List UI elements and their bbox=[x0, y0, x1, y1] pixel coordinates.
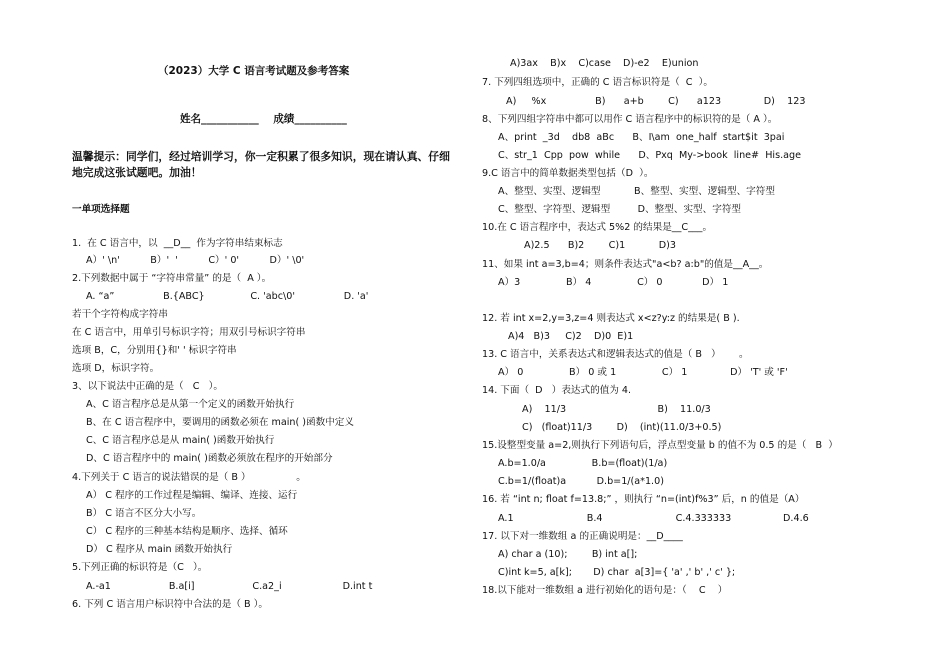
option-line: D） C 程序从 main 函数开始执行 bbox=[86, 544, 233, 555]
option-line: A）3 B） 4 C） 0 D） 1 bbox=[498, 277, 729, 288]
option-line: A、整型、实型、逻辑型 B、整型、实型、逻辑型、字符型 bbox=[498, 186, 775, 197]
option-line: A） C 程序的工作过程是编辑、编译、连接、运行 bbox=[86, 490, 298, 501]
option-line: C、整型、字符型、逻辑型 D、整型、实型、字符型 bbox=[498, 204, 742, 215]
note-line: 在 C 语言中，用单引号标识字符；用双引号标识字符串 bbox=[72, 327, 306, 338]
question-line: 14. 下面（ D ）表达式的值为 4. bbox=[482, 385, 632, 396]
option-line: B） C 语言不区分大小写。 bbox=[86, 508, 202, 519]
question-line: 5.下列正确的标识符是（C ）。 bbox=[72, 562, 208, 573]
question-line: 11、如果 int a=3,b=4；则条件表达式"a<b? a:b"的值是__A__。 bbox=[482, 259, 769, 270]
option-line: A)4 B)3 C)2 D)0 E)1 bbox=[508, 331, 634, 342]
question-line: 2.下列数据中属于 “字符串常量” 的是（ A ）。 bbox=[72, 273, 272, 284]
option-line: C、str_1 Cpp pow while D、Pxq My->book line# His.age bbox=[498, 150, 801, 161]
option-line: A)3ax B)x C)case D)-e2 E)union bbox=[510, 58, 699, 69]
option-line: C) (float)11/3 D) (int)(11.0/3+0.5) bbox=[522, 422, 722, 433]
name-score-field: 姓名___________ 成绩__________ bbox=[180, 113, 347, 125]
section-heading: 一单项选择题 bbox=[72, 204, 130, 215]
option-line: A、C 语言程序总是从第一个定义的函数开始执行 bbox=[86, 399, 295, 410]
question-line: 7. 下列四组选项中，正确的 C 语言标识符是（ C ）。 bbox=[482, 77, 713, 88]
question-line: 1. 在 C 语言中，以 __D__ 作为字符串结束标志 bbox=[72, 238, 283, 249]
question-line: 12. 若 int x=2,y=3,z=4 则表达式 x<z?y:z 的结果是( B ). bbox=[482, 313, 740, 324]
option-line: A）' \n' B）' ' C）' 0' D）' \0' bbox=[86, 255, 305, 266]
option-line: C.b=1/(float)a D.b=1/(a*1.0) bbox=[498, 476, 664, 487]
option-line: A) %x B) a+b C) a123 D) 123 bbox=[506, 96, 806, 107]
question-line: 6. 下列 C 语言用户标识符中合法的是（ B ）。 bbox=[72, 599, 268, 610]
right-column bbox=[480, 0, 950, 672]
tip-line-2: 地完成这张试题吧。加油！ bbox=[72, 166, 202, 179]
note-line: 选项 B，C，分别用{}和' ' 标识字符串 bbox=[72, 345, 237, 356]
option-line: A) 11/3 B) 11.0/3 bbox=[522, 404, 711, 415]
question-line: 18.以下能对一维数组 a 进行初始化的语句是：（ C ） bbox=[482, 585, 728, 596]
question-line: 13. C 语言中，关系表达式和逻辑表达式的值是（ B ） 。 bbox=[482, 349, 749, 360]
option-line: A、print _3d db8 aBc B、I\am one_half start$it 3pai bbox=[498, 132, 785, 143]
option-line: C） C 程序的三种基本结构是顺序、选择、循环 bbox=[86, 526, 288, 537]
question-line: 3、以下说法中正确的是（ C ）。 bbox=[72, 381, 224, 392]
option-line: A.1 B.4 C.4.333333 D.4.6 bbox=[498, 513, 809, 524]
document-title: （2023）大学 C 语言考试题及参考答案 bbox=[158, 65, 350, 77]
option-line: A)2.5 B)2 C)1 D)3 bbox=[524, 240, 677, 251]
question-line: 17. 以下对一维数组 a 的正确说明是：__D____ bbox=[482, 531, 683, 542]
option-line: C)int k=5, a[k]; D) char a[3]={ 'a' ,' b' ,' c' }; bbox=[498, 567, 736, 578]
question-line: 4.下列关于 C 语言的说法错误的是（ B ） 。 bbox=[72, 472, 306, 483]
question-line: 9.C 语言中的简单数据类型包括（D ）。 bbox=[482, 168, 654, 179]
tip-line-1: 温馨提示：同学们，经过培训学习，你一定积累了很多知识，现在请认真、仔细 bbox=[72, 150, 450, 163]
option-line: D、C 语言程序中的 main( )函数必须放在程序的开始部分 bbox=[86, 453, 333, 464]
option-line: A) char a (10); B) int a[]; bbox=[498, 549, 638, 560]
question-line: 15.设整型变量 a=2,则执行下列语句后，浮点型变量 b 的值不为 0.5 的是（ B ） bbox=[482, 440, 838, 451]
question-line: 10.在 C 语言程序中，表达式 5%2 的结果是__C___。 bbox=[482, 222, 713, 233]
option-line: B、在 C 语言程序中，要调用的函数必须在 main( )函数中定义 bbox=[86, 417, 354, 428]
option-line: A） 0 B） 0 或 1 C） 1 D） 'T' 或 'F' bbox=[498, 367, 788, 378]
question-line: 16. 若 “int n; float f=13.8;” ，则执行 “n=(int)f%3” 后，n 的值是（A） bbox=[482, 494, 805, 505]
option-line: A. “a” B.{ABC} C. 'abc\0' D. 'a' bbox=[86, 291, 369, 302]
option-line: A.-a1 B.a[i] C.a2_i D.int t bbox=[86, 581, 373, 592]
note-line: 选项 D，标识字符。 bbox=[72, 363, 160, 374]
option-line: C、C 语言程序总是从 main( )函数开始执行 bbox=[86, 435, 275, 446]
note-line: 若干个字符构成字符串 bbox=[72, 309, 168, 320]
question-line: 8、下列四组字符串中都可以用作 C 语言程序中的标识符的是（ A ）。 bbox=[482, 114, 778, 125]
option-line: A.b=1.0/a B.b=(float)(1/a) bbox=[498, 458, 668, 469]
